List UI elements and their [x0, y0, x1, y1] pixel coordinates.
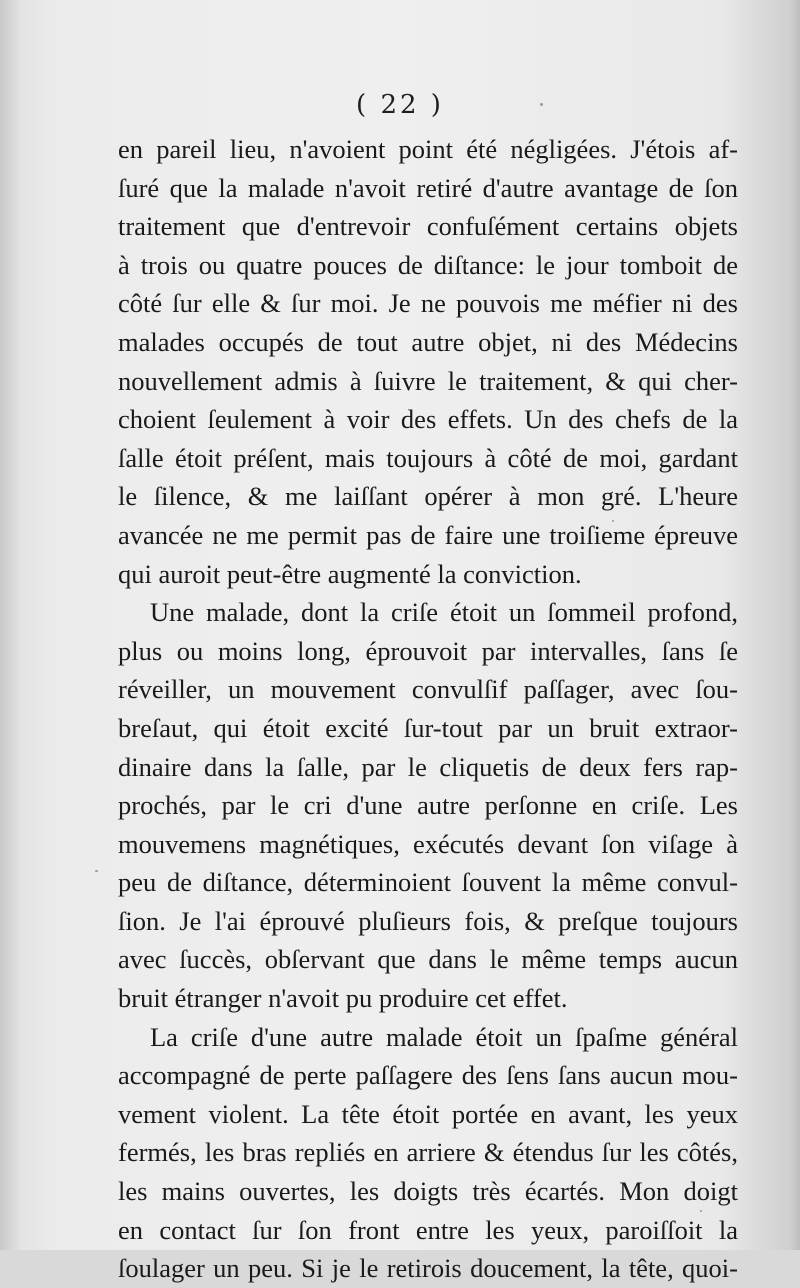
text-line: côté ſur elle & ſur moi. Je ne pouvois me méfier ni des	[118, 288, 738, 319]
text-line: en contact ſur ſon front entre les yeux, paroiſſoit la	[118, 1214, 738, 1245]
text-line: accompagné de perte paſſagere des ſens ſans aucun mou-	[118, 1060, 738, 1091]
text-line: le ſilence, & me laiſſant opérer à mon gré. L'heure	[118, 481, 738, 512]
text-line: dinaire dans la ſalle, par le cliquetis de deux fers rap-	[118, 751, 738, 782]
text-line: avec ſuccès, obſervant que dans le même temps aucun	[118, 944, 738, 975]
text-line: plus ou moins long, éprouvoit par intervalles, ſans ſe	[118, 635, 738, 666]
paper-speck	[95, 870, 98, 872]
text-line: réveiller, un mouvement convulſif paſſager, avec ſou-	[118, 674, 738, 705]
text-line: Une malade, dont la criſe étoit un ſommeil profond,	[150, 597, 738, 628]
text-line: en pareil lieu, n'avoient point été négligées. J'étois af-	[118, 134, 738, 164]
text-line: ſuré que la malade n'avoit retiré d'autre avantage de ſon	[118, 172, 738, 203]
text-line: vement violent. La tête étoit portée en avant, les yeux	[118, 1098, 738, 1129]
text-line: prochés, par le cri d'une autre perſonne en criſe. Les	[118, 790, 738, 821]
body-text	[118, 130, 738, 1288]
text-line: à trois ou quatre pouces de diſtance: le jour tomboit de	[118, 249, 738, 280]
text-line: ſion. Je l'ai éprouvé pluſieurs fois, & preſque toujours	[118, 905, 738, 936]
text-line: nouvellement admis à ſuivre le traitement, & qui cher-	[118, 365, 738, 396]
text-line: qui auroit peut-être augmenté la conviction.	[118, 558, 582, 589]
text-line: peu de diſtance, déterminoient ſouvent la même convul-	[118, 867, 738, 898]
text-line: avancée ne me permit pas de faire une troiſieme épreuve	[118, 519, 738, 550]
text-line: ſalle étoit préſent, mais toujours à côté de moi, gardant	[118, 442, 738, 473]
text-line: La criſe d'une autre malade étoit un ſpaſme général	[150, 1021, 738, 1052]
text-line: bruit étranger n'avoit pu produire cet effet.	[118, 983, 568, 1014]
text-line: malades occupés de tout autre objet, ni des Médecins	[118, 326, 738, 357]
text-line: choient ſeulement à voir des effets. Un des chefs de la	[118, 404, 738, 435]
text-line: mouvemens magnétiques, exécutés devant ſon viſage à	[118, 828, 738, 859]
text-line: traitement que d'entrevoir confuſément certains objets	[118, 211, 738, 242]
text-line: fermés, les bras repliés en arriere & étendus ſur les côtés,	[118, 1137, 738, 1168]
page-number: ( 22 )	[356, 90, 444, 120]
text-line: ſoulager un peu. Si je le retirois doucement, la tête, quoi-	[118, 1253, 738, 1284]
text-line: les mains ouvertes, les doigts très écartés. Mon doigt	[118, 1176, 738, 1207]
text-line: breſaut, qui étoit excité ſur-tout par un bruit extraor-	[118, 712, 738, 743]
